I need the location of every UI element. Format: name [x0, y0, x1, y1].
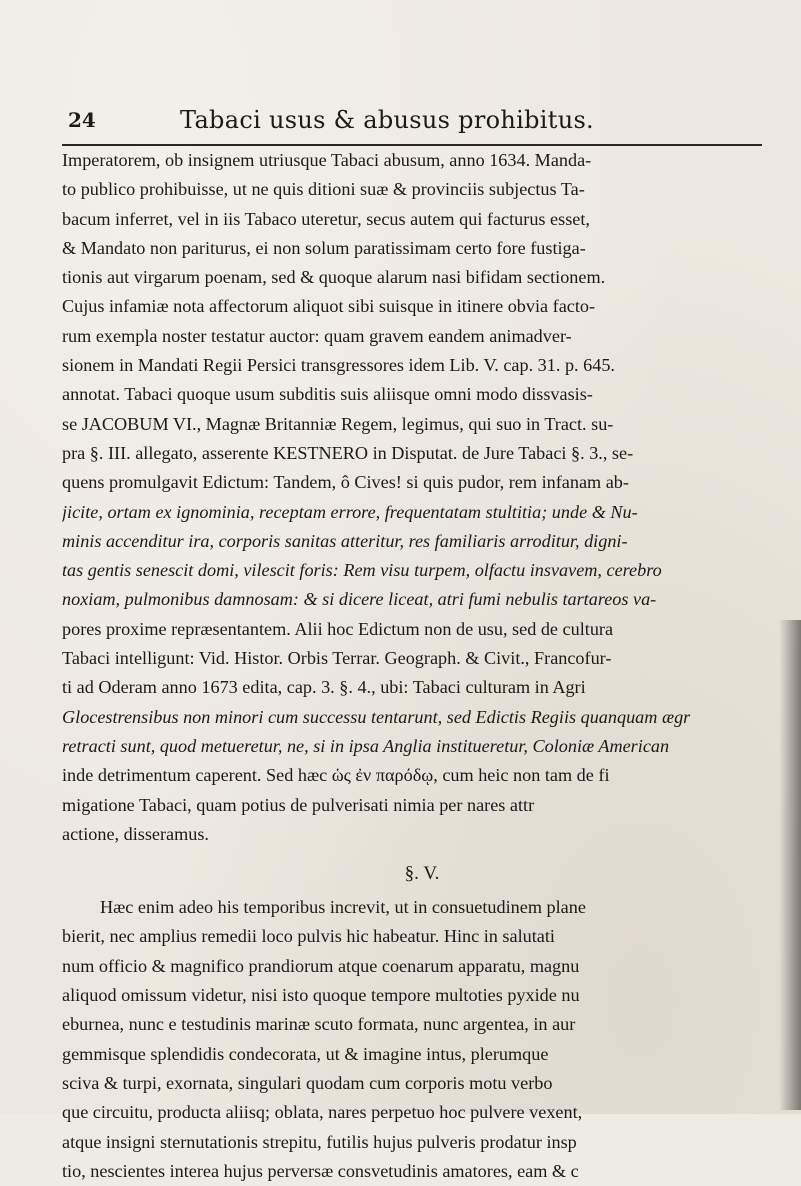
- text-line: rum exempla noster testatur auctor: quam gravem eandem animadver-: [62, 325, 572, 346]
- text-line: Hæc enim adeo his temporibus increvit, ut in consuetudinem plane: [100, 897, 586, 918]
- page-edge-shadow: [779, 620, 801, 1110]
- text-line: eburnea, nunc e testudinis marinæ scuto formata, nunc argentea, in aur: [62, 1014, 576, 1035]
- text-line: que circuitu, producta aliisq; oblata, nares perpetuo hoc pulvere vexent,: [62, 1102, 583, 1123]
- text-line: retracti sunt, quod metueretur, ne, si in ipsa Anglia institueretur, Coloniæ American: [62, 735, 670, 756]
- text-line: pores proxime repræsentantem. Alii hoc Edictum non de usu, sed de cultura: [62, 618, 614, 639]
- text-line: num officio & magnifico prandiorum atque coenarum apparatu, magnu: [62, 955, 580, 976]
- text-line: sciva & turpi, exornata, singulari quodam cum corporis motu verbo: [62, 1072, 553, 1093]
- text-line: ti ad Oderam anno 1673 edita, cap. 3. §. 4., ubi: Tabaci culturam in Agri: [62, 677, 586, 698]
- text-line: noxiam, pulmonibus damnosam: & si dicere liceat, atri fumi nebulis tartareos va-: [62, 589, 657, 610]
- section-heading: §. V.: [404, 863, 440, 885]
- text-line: minis accenditur ira, corporis sanitas atteritur, res familiaris arroditur, digni-: [62, 530, 628, 551]
- text-line: tio, nescientes interea hujus perversæ consvetudinis amatores, eam & c: [62, 1160, 579, 1181]
- text-line: Glocestrensibus non minori cum successu tentarunt, sed Edictis Regiis quanquam ægr: [62, 706, 691, 727]
- running-title: Tabaci usus & abusus prohibitus.: [180, 106, 594, 134]
- text-line: bierit, nec amplius remedii loco pulvis hic habeatur. Hinc in salutati: [62, 926, 555, 947]
- text-line: Imperatorem, ob insignem utriusque Tabaci abusum, anno 1634. Manda-: [62, 150, 592, 170]
- paragraph-2: [62, 893, 782, 1186]
- text-line: gemmisque splendidis condecorata, ut & imagine intus, plerumque: [62, 1043, 549, 1064]
- text-line: pra §. III. allegato, asserente KESTNERO in Disputat. de Jure Tabaci §. 3., se-: [62, 442, 634, 463]
- text-line: inde detrimentum caperent. Sed hæc ὡς ἐν παρόδῳ, cum heic non tam de fi: [62, 765, 610, 786]
- page-number: 24: [68, 108, 96, 132]
- text-line: Cujus infamiæ nota affectorum aliquot sibi suisque in itinere obvia facto-: [62, 296, 596, 317]
- text-line: to publico prohibuisse, ut ne quis ditioni suæ & provinciis subjectus Ta-: [62, 179, 585, 200]
- text-line: Tabaci intelligunt: Vid. Histor. Orbis Terrar. Geograph. & Civit., Francofur-: [62, 648, 612, 669]
- text-line: actione, disseramus.: [62, 823, 209, 844]
- text-line: migatione Tabaci, quam potius de pulverisati nimia per nares attr: [62, 794, 535, 815]
- text-line: se JACOBUM VI., Magnæ Britanniæ Regem, legimus, qui suo in Tract. su-: [62, 413, 614, 434]
- text-line: tas gentis senescit domi, vilescit foris: Rem visu turpem, olfactu insvavem, cerebro: [62, 560, 662, 581]
- body-text: [62, 146, 782, 1186]
- text-line: tionis aut virgarum poenam, sed & quoque alarum nasi bifidam sectionem.: [62, 267, 606, 288]
- text-line: jicite, ortam ex ignominia, receptam errore, frequentatam stultitia; unde & Nu-: [62, 501, 638, 522]
- text-line: aliquod omissum videtur, nisi isto quoque tempore multoties pyxide nu: [62, 985, 580, 1006]
- text-line: annotat. Tabaci quoque usum subditis suis aliisque omni modo dissvasis-: [62, 384, 593, 405]
- text-line: quens promulgavit Edictum: Tandem, ô Cives! si quis pudor, rem infanam ab-: [62, 472, 629, 493]
- page-header: [60, 100, 740, 140]
- text-line: sionem in Mandati Regii Persici transgressores idem Lib. V. cap. 31. p. 645.: [62, 355, 615, 376]
- text-line: atque insigni sternutationis strepitu, futilis hujus pulveris prodatur insp: [62, 1131, 577, 1152]
- paragraph-1: [62, 146, 782, 849]
- text-line: & Mandato non pariturus, ei non solum paratissimam certo fore fustiga-: [62, 237, 586, 258]
- text-line: bacum inferret, vel in iis Tabaco uteretur, secus autem qui facturus esset,: [62, 208, 590, 229]
